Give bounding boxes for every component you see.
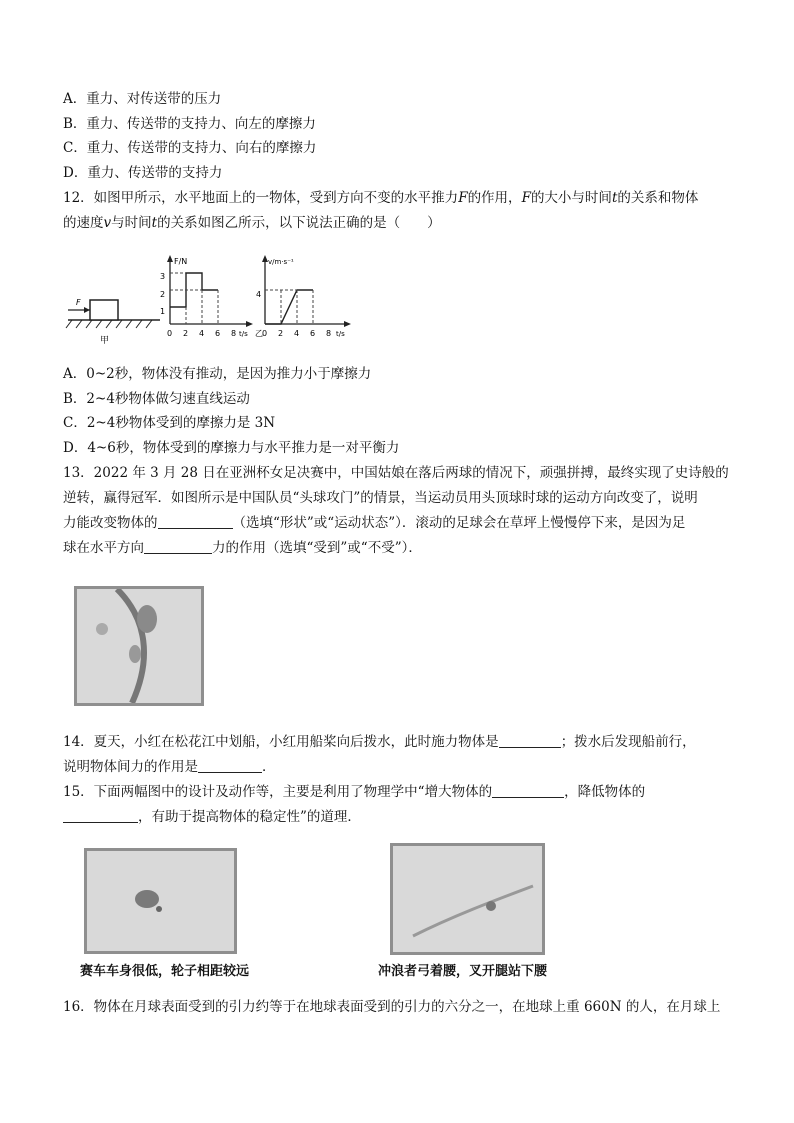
- f-axis-label: F/N: [174, 257, 188, 266]
- q12-option-c: C．2~4秒物体受到的摩擦力是 3N: [63, 415, 276, 431]
- q12-option-d: D．4~6秒，物体受到的摩擦力与水平推力是一对平衡力: [63, 440, 400, 456]
- q12-stem-line1: 12．如图甲所示，水平地面上的一物体，受到方向不变的水平推力F的作用，F的大小与时间t的关系和物体: [63, 190, 699, 206]
- v-xtick-4: 4: [294, 329, 300, 338]
- q13-line2: 逆转，赢得冠军．如图所示是中国队员“头球攻门”的情景，当运动员用头顶球时球的运动方向改变了，说明: [63, 490, 698, 506]
- f-xtick-8: 8: [231, 329, 237, 338]
- q14-blank-2[interactable]: [198, 758, 262, 773]
- q13-blank-1[interactable]: [158, 514, 233, 529]
- q15-blank-1[interactable]: [492, 783, 564, 798]
- q14-blank-1[interactable]: [499, 733, 561, 748]
- figure-jia-label: 甲: [100, 336, 110, 346]
- f-tick-3: 3: [160, 272, 166, 281]
- block-diagram: [66, 298, 160, 346]
- q15-line2: ，有助于提高物体的稳定性”的道理．: [63, 808, 361, 826]
- q13-line4: 球在水平方向 力的作用（选填“受到”或“不受”）．: [63, 540, 422, 556]
- v-xaxis-label: t/s: [336, 330, 345, 338]
- q12-option-b: B．2~4秒物体做匀速直线运动: [63, 391, 250, 407]
- f-xtick-2: 2: [183, 329, 189, 338]
- surfer-caption: 冲浪者弓着腰，叉开腿站下腰: [378, 964, 548, 979]
- q11-option-b: B．重力、传送带的支持力、向左的摩擦力: [63, 116, 316, 132]
- q12-stem-line2: 的速度v与时间t的关系如图乙所示，以下说法正确的是（ ）: [63, 215, 441, 231]
- push-force-label: F: [76, 298, 81, 307]
- q14-line1: 14．夏天，小红在松花江中划船，小红用船桨向后拨水，此时施力物体是 ；拨水后发现船前行，: [63, 734, 696, 750]
- surfer-photo: [390, 843, 545, 955]
- v-axis-label: v/m·s⁻¹: [268, 258, 294, 266]
- v-xtick-8: 8: [326, 329, 332, 338]
- speed-time-graph: [255, 255, 351, 338]
- f-tick-2: 2: [160, 290, 166, 299]
- force-time-graph: [160, 255, 253, 338]
- block: [90, 300, 118, 320]
- q16-line1: 16．物体在月球表面受到的引力约等于在地球表面受到的引力的六分之一，在地球上重 660N 的人，在月球上: [63, 999, 721, 1015]
- v-xtick-0: 0: [262, 329, 268, 338]
- q15-line1: 15．下面两幅图中的设计及动作等，主要是利用了物理学中“增大物体的 ，降低物体的: [63, 784, 646, 800]
- v-xtick-2: 2: [278, 329, 284, 338]
- q11-option-c: C．重力、传送带的支持力、向右的摩擦力: [63, 140, 317, 156]
- q11-option-a: A．重力、对传送带的压力: [63, 91, 222, 107]
- q14-line2: 说明物体间力的作用是 ．: [63, 759, 276, 775]
- speed-curve: [265, 290, 313, 324]
- f-tick-1: 1: [160, 307, 166, 316]
- q11-option-d: D．重力、传送带的支持力: [63, 165, 223, 181]
- figure-yi-label: 乙: [255, 329, 263, 338]
- race-car-caption: 赛车车身很低，轮子相距较远: [80, 964, 250, 979]
- q12-figure: [60, 250, 360, 350]
- race-car-photo: [84, 848, 237, 954]
- v-xtick-6: 6: [310, 329, 316, 338]
- f-xaxis-label: t/s: [239, 330, 248, 338]
- q15-blank-2[interactable]: [63, 808, 138, 823]
- q13-header-photo: [74, 586, 204, 706]
- q13-line1: 13．2022 年 3 月 28 日在亚洲杯女足决赛中，中国姑娘在落后两球的情况下，顽强拼搏，最终实现了史诗般的: [63, 465, 729, 481]
- f-xtick-4: 4: [199, 329, 205, 338]
- v-tick-4: 4: [256, 290, 262, 299]
- f-xtick-0: 0: [167, 329, 173, 338]
- q13-blank-2[interactable]: [144, 539, 212, 554]
- q13-line3: 力能改变物体的 （选填“形状”或“运动状态”）．滚动的足球会在草坪上慢慢停下来，是因为足: [63, 515, 686, 531]
- q12-option-a: A．0~2秒，物体没有推动，是因为推力小于摩擦力: [63, 366, 372, 382]
- f-xtick-6: 6: [215, 329, 221, 338]
